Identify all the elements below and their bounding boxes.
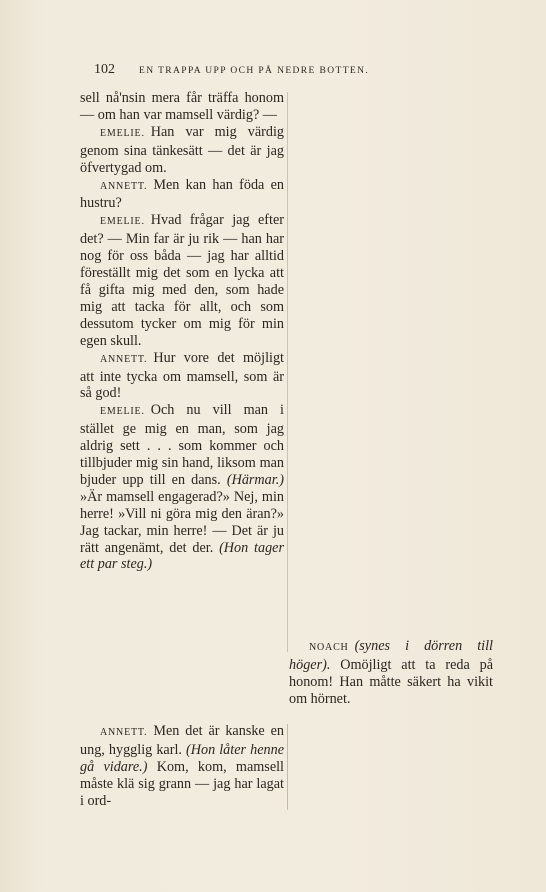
left-column [80,90,284,573]
speech-annett-3 [80,723,284,810]
speech-text: »Är mamsell engagerad?» Nej, min herre! »Vill ni göra mig den äran?» Jag tackar, min herre! — Det är ju rätt angenämt, det der. [80,488,284,556]
page-number: 102 [94,62,115,77]
speech-text: Omöjligt att ta reda på honom! Han måtte säkert ha vikit om hörnet. [289,656,494,707]
speaker-name: NOACH [309,642,349,653]
speech-text: Men kan han föda en hustru? [80,176,284,212]
speaker-name: ANNETT. [100,180,148,192]
speaker-name: ANNETT. [100,353,148,365]
column-rule [287,92,288,652]
speaker-name: EMELIE. [100,406,145,418]
speech-text: Han var mig värdig genom sina tänkesätt — det är jag öfvertygad om. [80,123,284,176]
column-rule-lower [287,724,288,810]
continued-speech: sell nå'nsin mera får träffa honom — om han var mamsell värdig? — [80,90,284,123]
page-header [94,62,424,78]
speech-emelie-1 [80,124,284,177]
speech-text: Men det är kanske en ung, hygglig karl. [80,723,284,758]
speech-text: Och nu vill man i stället ge mig en man, som jag aldrig sett . . . som kommer och tillbjuder mig sin hand, liksom man bjuder upp till en dans. [80,402,284,488]
running-title: EN TRAPPA UPP OCH PÅ NEDRE BOTTEN. [139,66,370,76]
speaker-name: EMELIE. [100,127,145,139]
stage-direction: (Hon tager ett par steg.) [80,539,284,573]
speaker-name: EMELIE. [100,216,145,228]
right-column [289,638,493,708]
stage-direction: (Hon låter henne gå vidare.) [80,741,284,775]
speech-noach [289,638,493,708]
speech-annett-1 [80,177,284,213]
stage-direction: (Härmar.) [226,471,284,488]
left-column-bottom [80,723,284,810]
speaker-name: ANNETT. [100,727,148,738]
speech-text: Kom, kom, mamsell måste klä sig grann — jag har lagat i ord- [80,758,285,809]
speech-text: Hur vore det möjligt att inte tycka om mamsell, som är så god! [80,349,284,402]
speech-text: Hvad frågar jag efter det? — Min far är ju rik — han har nog för oss båda — jag har alltid föreställt mig det som en lycka att få gifta mig med den, som hade mig att tacka för allt, och som dessutom tycker om mig för min egen skull. [80,212,284,349]
speech-emelie-3 [80,402,284,573]
speech-emelie-2 [80,212,284,349]
speech-annett-2 [80,350,284,403]
stage-direction: (synes i dörren till höger). [289,638,493,673]
